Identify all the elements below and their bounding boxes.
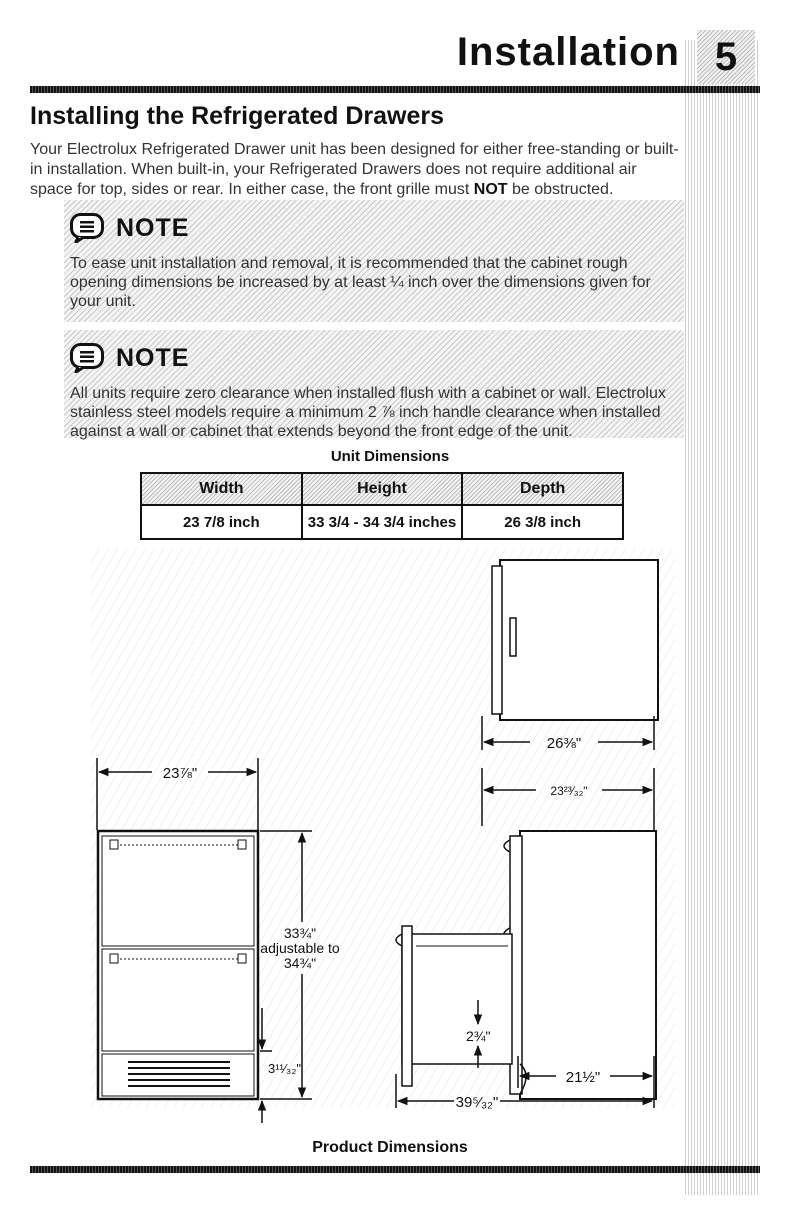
- intro-text-emphasis: NOT: [473, 181, 508, 198]
- note-icon: [70, 343, 104, 373]
- note-header: [70, 208, 674, 248]
- section-title: Installing the Refrigerated Drawers: [30, 102, 445, 130]
- header-rule: [30, 86, 760, 93]
- note-text: All units require zero clearance when installed flush with a cabinet or wall. Electrolux stainless steel models require a minimum 2 ⅞ inch handle clearance when installed against a wall or cabinet that extends beyond the front edge of the unit.: [70, 385, 666, 440]
- height-adjusted-label: 34¾": [283, 955, 317, 971]
- chapter-title: Installation: [456, 30, 680, 74]
- note-label: NOTE: [116, 343, 190, 372]
- height-adjust-label: adjustable to: [260, 940, 340, 956]
- note-box-1: [64, 200, 684, 322]
- table-row: [141, 505, 623, 539]
- intro-paragraph: [30, 140, 680, 200]
- side-view-closed: [492, 560, 658, 720]
- page-number-badge: [697, 30, 755, 84]
- note-icon: [70, 213, 104, 243]
- unit-dimensions-table: [140, 472, 624, 540]
- side-tab-strip: [685, 40, 760, 1195]
- note-text: To ease unit installation and removal, it is recommended that the cabinet rough opening dimensions be increased by at least ¼ inch over the dimensions given for your unit.: [70, 255, 651, 310]
- product-dimensions-diagram: [90, 548, 680, 1133]
- height-label: 33¾": [283, 925, 317, 941]
- product-dimensions-caption: Product Dimensions: [312, 1139, 468, 1156]
- header-width: Width: [141, 473, 302, 505]
- drawer-clearance-label: 2¾": [466, 1028, 491, 1044]
- width-label: 23⅞": [162, 765, 198, 782]
- intro-text-start: Your Electrolux Refrigerated Drawer unit has been designed for either free-standing or built-in installation. When built-in, your Refrigerated Drawers does not require additional air space for top, sides or rear. In either case, the front grille must: [30, 141, 679, 198]
- depth-overall-label: 26⅜": [546, 735, 582, 752]
- note-box-2: [64, 330, 684, 438]
- table-header-row: [141, 473, 623, 505]
- note-label: NOTE: [116, 213, 190, 242]
- header-height: Height: [302, 473, 463, 505]
- value-depth: 26 3/8 inch: [462, 505, 623, 539]
- footer-rule: [30, 1166, 760, 1173]
- note-header: [70, 338, 674, 378]
- value-width: 23 7/8 inch: [141, 505, 302, 539]
- depth-open-total-label: 39⁵⁄₃₂": [455, 1094, 499, 1111]
- page-number: 5: [714, 34, 738, 79]
- intro-text-end: be obstructed.: [507, 181, 614, 198]
- header-depth: Depth: [462, 473, 623, 505]
- value-height: 33 3/4 - 34 3/4 inches: [302, 505, 463, 539]
- front-view: [98, 831, 258, 1099]
- toe-kick-label: 3¹¹⁄₃₂": [268, 1061, 302, 1076]
- depth-cabinet-label: 23²³⁄₃₂": [550, 784, 588, 798]
- unit-dimensions-caption: Unit Dimensions: [330, 448, 450, 465]
- drawer-open-depth-label: 21½": [565, 1069, 601, 1086]
